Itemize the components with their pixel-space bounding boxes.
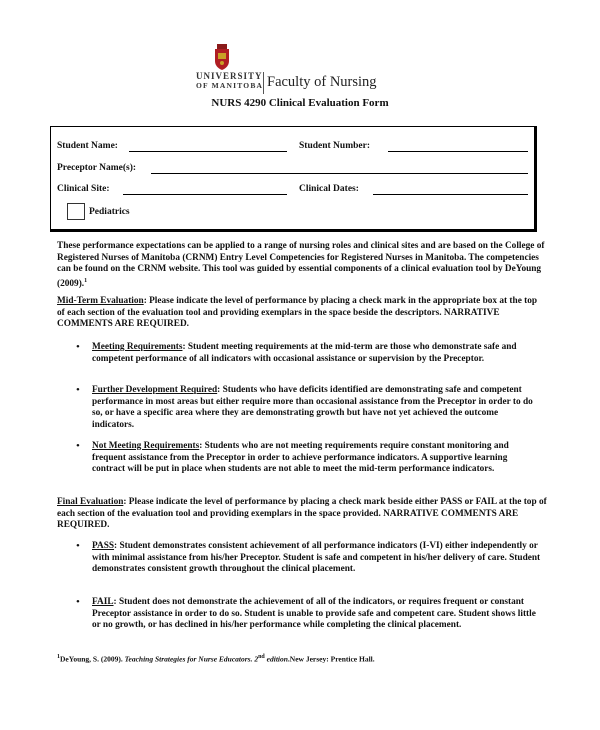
midterm-item-not-meeting: [92, 441, 542, 476]
university-crest-logo: [214, 44, 230, 70]
midterm-item-meeting: [92, 342, 542, 365]
university-line1: UNIVERSITY: [196, 71, 263, 81]
student-info-box: [50, 126, 537, 232]
form-title: NURS 4290 Clinical Evaluation Form: [211, 97, 389, 109]
item-text: : Student meeting requirements at the mid-term are those who demonstrate safe and competent performance of all indicators with occasional assistance or supervision by the Preceptor.: [92, 342, 517, 364]
midterm-text: : Please indicate the level of performance by placing a check mark in the appropriate box at the top of each section of the evaluation tool and providing exemplars in the space beside the descriptors. NARRATIVE COMMENTS ARE REQUIRED.: [57, 296, 538, 330]
item-term: Meeting Requirements: [92, 342, 183, 352]
footnote-edition-sup: nd: [258, 654, 265, 660]
intro-footnote-ref: 1: [84, 277, 88, 284]
footnote-title-rest: edition: [264, 654, 288, 664]
item-text: : Students who are not meeting requirements require constant monitoring and frequent assistance from the Preceptor in order to achieve performance indicators. A supportive learning contract will be put in place when students are not able to meet the mid-term performance indicators.: [92, 441, 509, 475]
student-number-field[interactable]: [388, 151, 528, 152]
intro-text: These performance expectations can be applied to a range of nursing roles and clinical sites and are based on the College of Registered Nurses of Manitoba (CRNM) Entry Level Competencies for Registered Nurses in Manitoba. The competencies can be found on the CRNM website. This tool was guided by essential components of a clinical evaluation tool by DeYoung (2009).: [57, 241, 545, 289]
item-term: PASS: [92, 541, 115, 551]
bullet-icon: •: [76, 341, 80, 353]
student-number-label: Student Number:: [299, 141, 370, 151]
clinical-site-label: Clinical Site:: [57, 184, 110, 194]
item-text: : Student does not demonstrate the achievement of all of the indicators, or requires frequent or constant Preceptor assistance in order to do so. Student is unable to provide safe and competent care. Student shows little or no growth, or has declined in his/her performance while completing the clinical placement.: [92, 597, 536, 631]
faculty-name: Faculty of Nursing: [267, 74, 377, 90]
bullet-icon: •: [76, 384, 80, 396]
preceptor-field[interactable]: [151, 173, 528, 174]
item-text: : Students who have deficits identified are demonstrating safe and competent performance in most areas but either require more than occasional assistance from the Preceptor in order to do so, or have a specific area where they are demonstrating growth but have not yet achieved the outcome indicators.: [92, 385, 533, 430]
pediatrics-checkbox[interactable]: [67, 203, 85, 220]
midterm-heading: Mid-Term Evaluation: [57, 296, 144, 306]
item-text: : Student demonstrates consistent achievement of all performance indicators (I-VI) either independently or with minimal assistance from his/her Preceptor. Student is safe and competent in his/her delivery of care. Student demonstrates consistent growth throughout the clinical placement.: [92, 541, 541, 575]
item-term: FAIL: [92, 597, 114, 607]
final-heading: Final Evaluation: [57, 497, 124, 507]
footnote-title: Teaching Strategies for Nurse Educators. 2: [124, 654, 259, 664]
footnote-author: DeYoung, S. (2009).: [60, 654, 125, 664]
bullet-icon: •: [76, 540, 80, 552]
clinical-dates-field[interactable]: [373, 194, 528, 195]
clinical-site-field[interactable]: [123, 194, 287, 195]
midterm-paragraph: [57, 296, 547, 331]
bullet-icon: •: [76, 440, 80, 452]
preceptor-label: Preceptor Name(s):: [57, 163, 137, 173]
student-name-field[interactable]: [129, 151, 287, 152]
student-name-label: Student Name:: [57, 141, 118, 151]
bullet-icon: •: [76, 596, 80, 608]
footnote: [57, 654, 375, 664]
intro-paragraph: [57, 241, 547, 290]
university-line2: OF MANITOBA: [196, 81, 264, 90]
header-divider: [263, 72, 264, 94]
pediatrics-label: Pediatrics: [89, 207, 130, 217]
final-item-pass: [92, 541, 542, 576]
item-term: Further Development Required: [92, 385, 218, 395]
university-wordmark: [196, 71, 263, 91]
midterm-item-further: [92, 385, 542, 431]
item-term: Not Meeting Requirements: [92, 441, 200, 451]
final-item-fail: [92, 597, 542, 632]
final-paragraph: [57, 497, 547, 532]
footnote-marker: 1: [57, 654, 60, 660]
footnote-publisher: .New Jersey: Prentice Hall.: [287, 654, 375, 664]
clinical-dates-label: Clinical Dates:: [299, 184, 359, 194]
final-text: : Please indicate the level of performance by placing a check mark beside either PASS or FAIL at the top of each section of the evaluation tool and providing exemplars in the space provided. NARRATIVE COMMENTS ARE REQUIRED.: [57, 497, 547, 531]
